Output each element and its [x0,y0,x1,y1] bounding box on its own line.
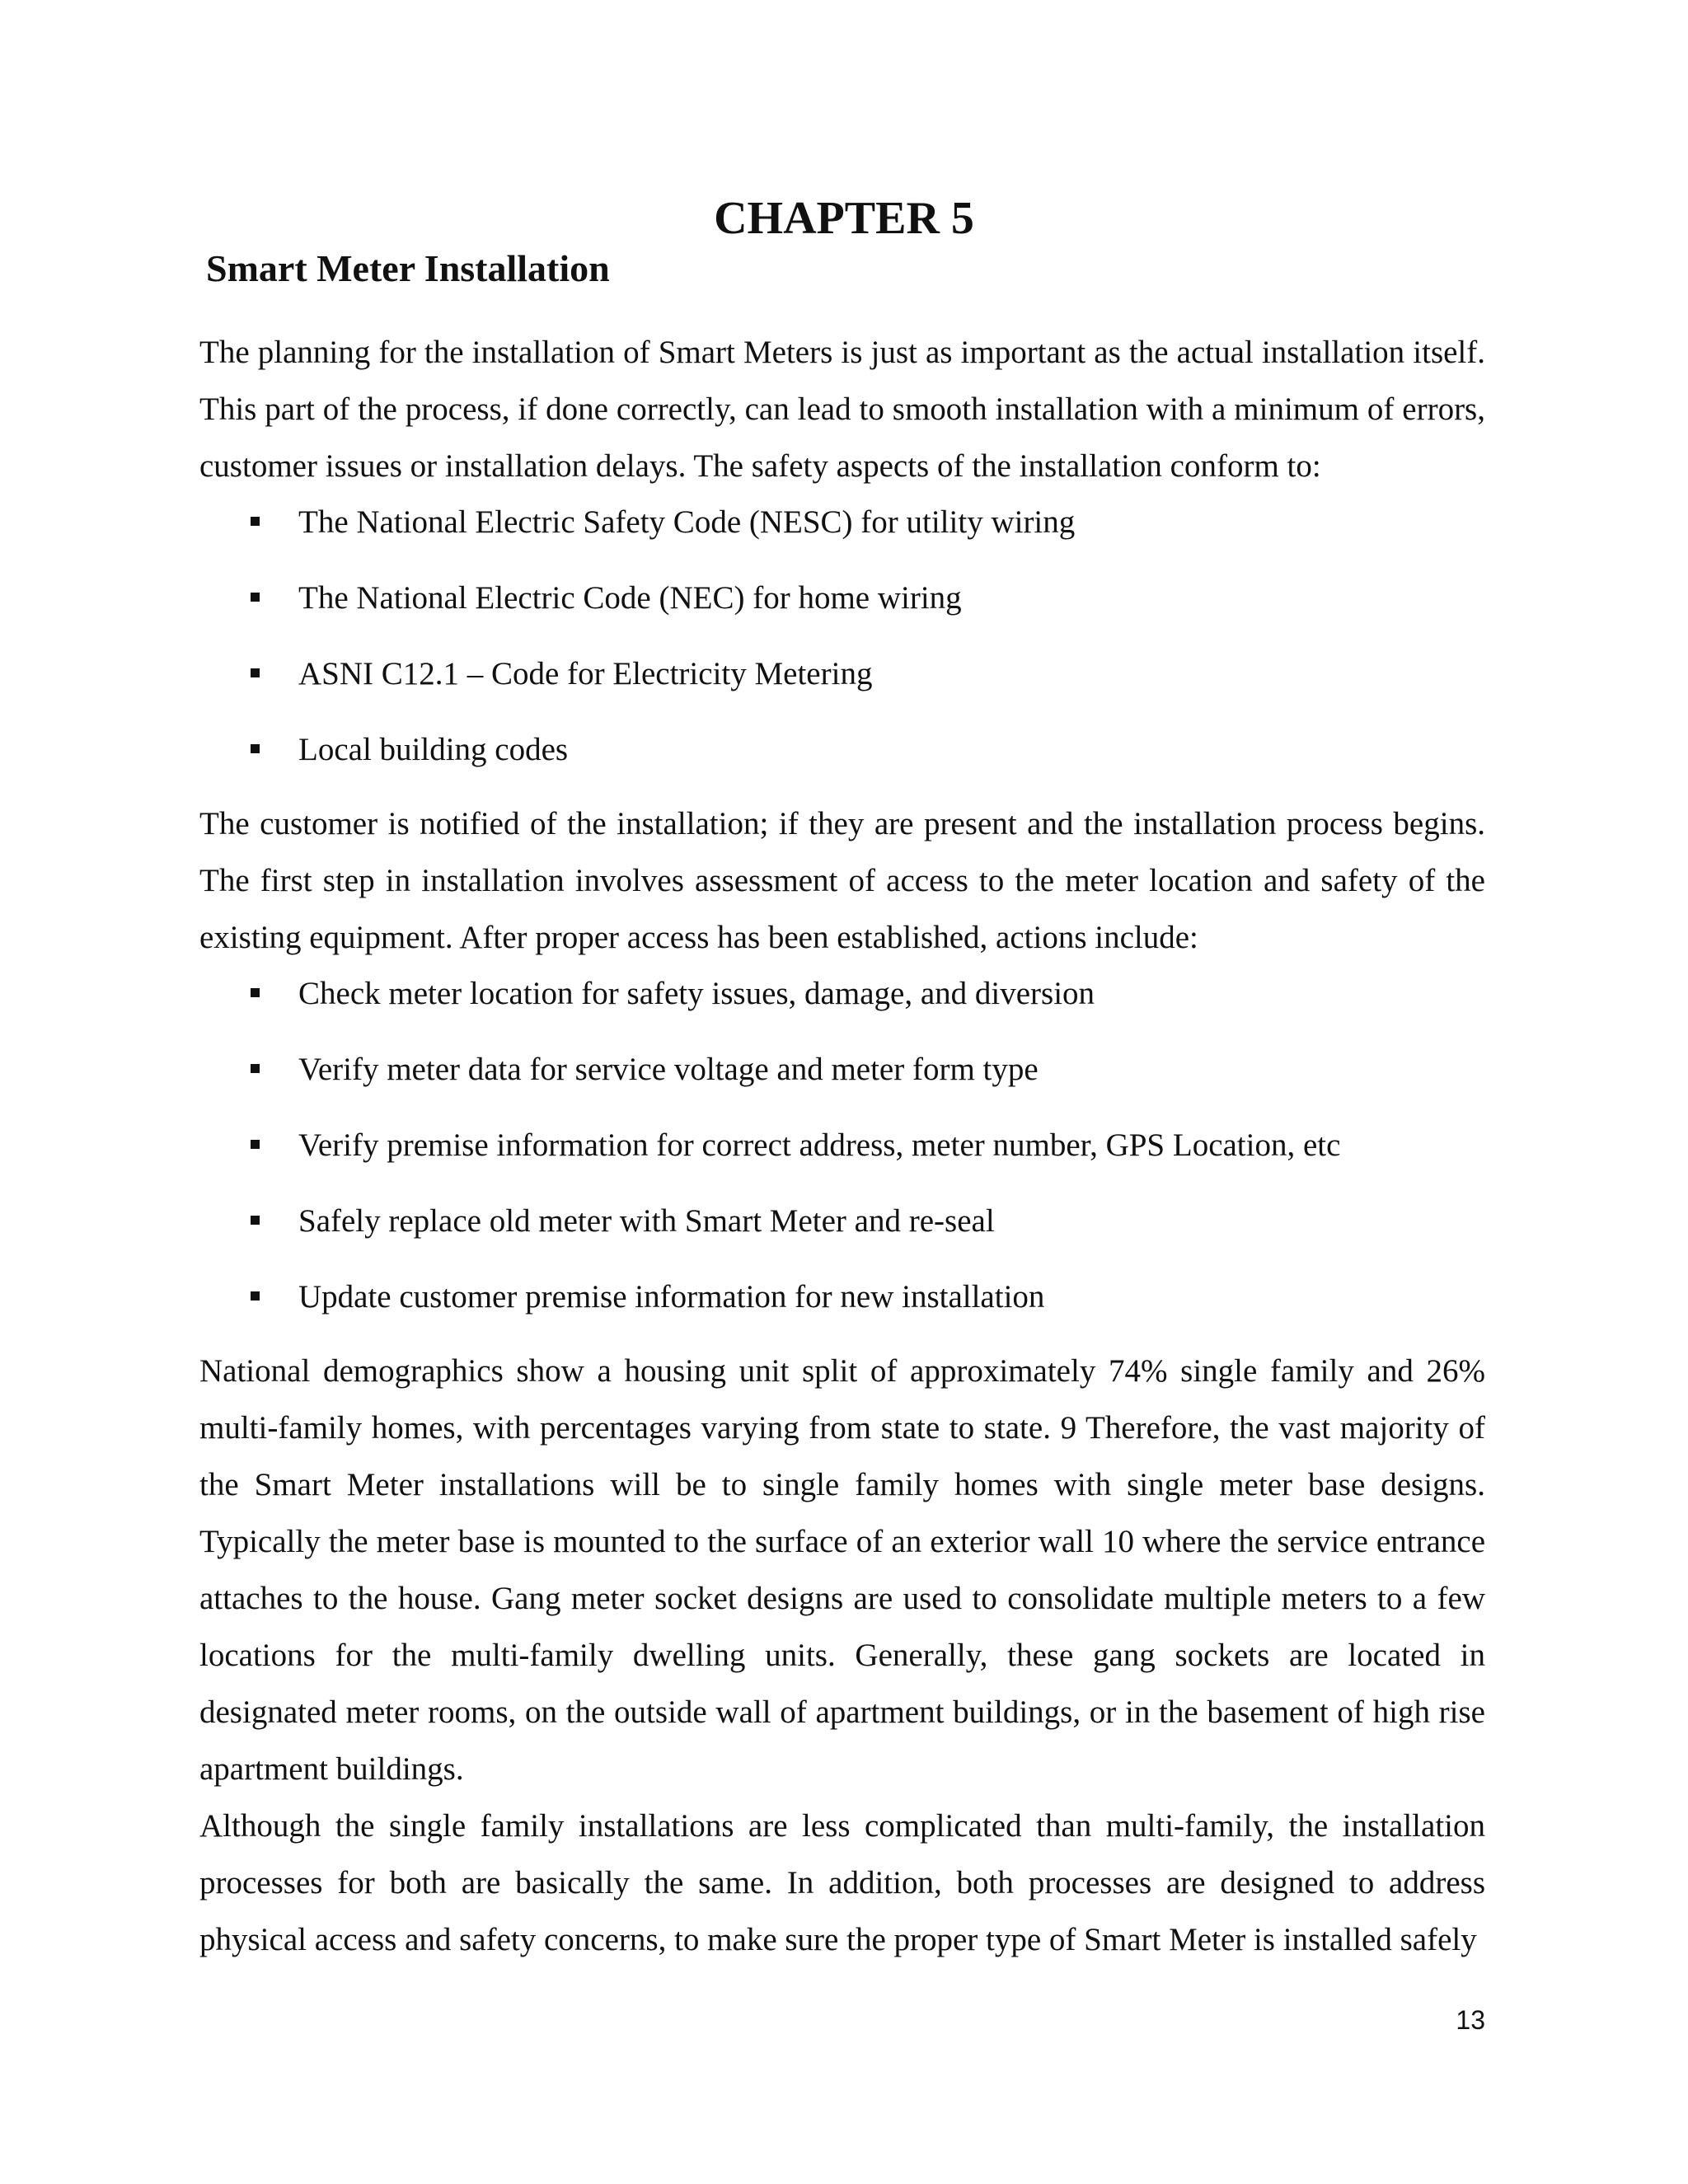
list-item-text: The National Electric Safety Code (NESC) for utility wiring [298,504,1076,540]
list-item-text: Verify premise information for correct address, meter number, GPS Location, etc [298,1127,1341,1163]
square-bullet-icon [251,593,260,602]
list-item [199,1198,1485,1244]
safety-codes-list [199,499,1485,772]
intro-paragraph: The planning for the installation of Smart Meters is just as important as the actual installation itself. This part of the process, if done correctly, can lead to smooth installation with a minimum of errors, customer issues or installation delays. The safety aspects of the installation conform to: [199,335,1485,484]
square-bullet-icon [251,517,260,526]
body-content [199,324,1485,1968]
list-item [199,499,1485,545]
notification-paragraph: The customer is notified of the installation; if they are present and the installation process begins. The first step in installation involves assessment of access to the meter location and safety of the existing equipment. After proper access has been established, actions include: [199,806,1485,955]
list-item [199,1047,1485,1092]
list-item [199,1122,1485,1168]
list-item-text: Safely replace old meter with Smart Meter and re-seal [298,1203,995,1239]
list-item [199,971,1485,1016]
installation-actions-list [199,971,1485,1319]
square-bullet-icon [251,668,260,677]
list-item [199,651,1485,696]
list-item [199,1274,1485,1319]
list-item-text: Verify meter data for service voltage and meter form type [298,1052,1039,1087]
square-bullet-icon [251,1291,260,1301]
section-title: Smart Meter Installation [206,247,610,289]
list-item-text: Check meter location for safety issues, damage, and diversion [298,976,1095,1011]
square-bullet-icon [251,988,260,997]
list-item-text: ASNI C12.1 – Code for Electricity Metering [298,656,873,691]
square-bullet-icon [251,1064,260,1073]
list-item [199,727,1485,772]
list-item [199,575,1485,621]
chapter-title: CHAPTER 5 [714,193,974,244]
demographics-paragraph: National demographics show a housing unit split of approximately 74% single family and 26% multi-family homes, with percentages varying from state to state. 9 Therefore, the vast majority of the Smart Meter installations will be to single family homes with single meter base designs. Typically the meter base is mounted to the surface of an exterior wall 10 where the service entrance attaches to the house. Gang meter socket designs are used to consolidate multiple meters to a few locations for the multi-family dwelling units. Generally, these gang sockets are located in designated meter rooms, on the outside wall of apartment buildings, or in the basement of high rise apartment buildings. [199,1353,1485,1787]
list-item-text: Local building codes [298,732,569,767]
square-bullet-icon [251,744,260,753]
list-item-text: The National Electric Code (NEC) for home wiring [298,580,962,616]
page-number: 13 [1456,2005,1485,2035]
square-bullet-icon [251,1216,260,1225]
list-item-text: Update customer premise information for new installation [298,1279,1045,1315]
comparison-paragraph: Although the single family installations are less complicated than multi-family, the installation processes for both are basically the same. In addition, both processes are designed to address physical access and safety concerns, to make sure the proper type of Smart Meter is installed safely [199,1808,1485,1957]
square-bullet-icon [251,1140,260,1149]
